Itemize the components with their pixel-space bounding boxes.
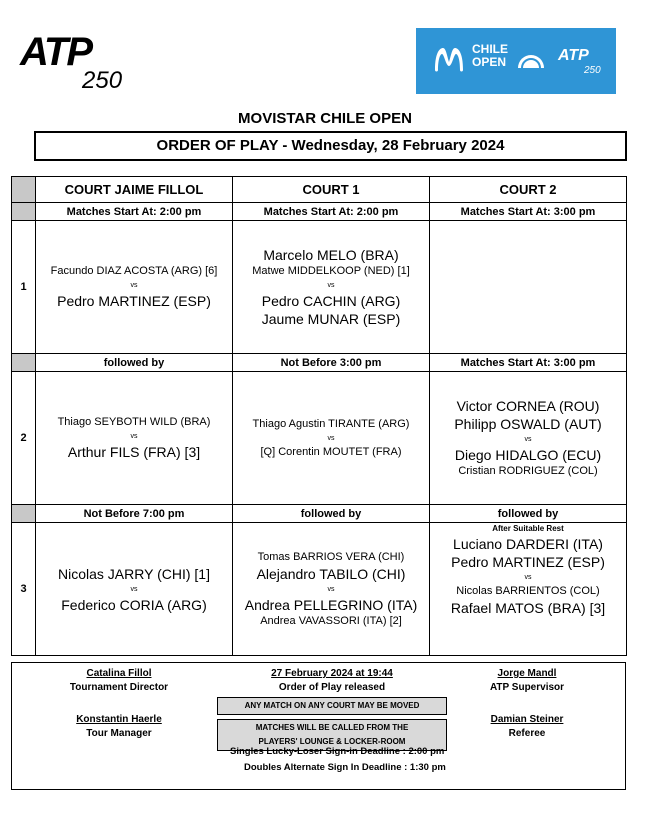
slot-label-row	[12, 354, 627, 372]
player-name: Nicolas BARRIENTOS (COL)	[456, 585, 600, 597]
slot-label: Matches Start At: 3:00 pm	[430, 354, 627, 372]
row-label-cell	[12, 203, 36, 221]
atp-250-logo	[20, 30, 170, 94]
row-label-cell	[12, 354, 36, 372]
player-name: Federico CORIA (ARG)	[61, 596, 207, 613]
player-name: Alejandro TABILO (CHI)	[256, 565, 406, 582]
player-name: Luciano DARDERI (ITA)	[453, 536, 603, 552]
official-name: Jorge Mandl	[497, 668, 557, 679]
official-role: Referee	[508, 728, 546, 739]
match-cell	[233, 372, 430, 505]
vs-label: vs	[130, 585, 138, 593]
vs-label: vs	[327, 585, 335, 593]
slot-label: Not Before 7:00 pm	[36, 505, 233, 523]
footer-right-column	[452, 667, 602, 741]
singles-deadline	[230, 746, 444, 757]
court-header: COURT 2	[430, 177, 627, 203]
player-name: [Q] Corentin MOUTET (FRA)	[260, 445, 402, 458]
match-cell	[233, 523, 430, 656]
deadline-label: Singles Lucky-Loser Sign-in Deadline :	[230, 746, 406, 757]
match-row	[12, 523, 627, 656]
player-name: Andrea PELLEGRINO (ITA)	[244, 596, 418, 613]
match-cell	[430, 372, 627, 505]
match-number: 2	[12, 372, 36, 505]
player-name: Pedro MARTINEZ (ESP)	[57, 293, 211, 309]
slot-label: followed by	[36, 354, 233, 372]
footer-left-column	[34, 667, 204, 741]
slot-label: Not Before 3:00 pm	[233, 354, 430, 372]
match-cell	[36, 523, 233, 656]
start-time-row	[12, 203, 627, 221]
player-name: Pedro CACHIN (ARG)	[261, 293, 401, 309]
player-name: Matwe MIDDELKOOP (NED) [1]	[252, 265, 410, 277]
corner-cell	[12, 177, 36, 203]
match-number: 3	[12, 523, 36, 656]
court-header-row	[12, 177, 627, 203]
deadline-label: Doubles Alternate Sign In Deadline :	[244, 762, 408, 773]
deadline-time: 1:30 pm	[409, 762, 446, 773]
player-name: Facundo DIAZ ACOSTA (ARG) [6]	[50, 265, 218, 277]
official-role: ATP Supervisor	[489, 682, 565, 693]
atp-logo-number: 250	[82, 67, 123, 94]
official-role: Tour Manager	[86, 728, 152, 739]
official-name: Konstantin Haerle	[76, 714, 162, 725]
player-name: Marcelo MELO (BRA)	[263, 247, 399, 263]
player-name: Diego HIDALGO (ECU)	[454, 447, 602, 463]
vs-label: vs	[327, 434, 335, 442]
match-cell	[36, 372, 233, 505]
order-of-play-title: ORDER OF PLAY - Wednesday, 28 February 2024	[34, 131, 627, 161]
player-name: Andrea VAVASSORI (ITA) [2]	[260, 614, 402, 627]
match-cell	[36, 221, 233, 354]
release-timestamp: 27 February 2024 at 19:44	[271, 668, 393, 679]
sponsor-atp-number: 250	[584, 65, 601, 76]
release-label: Order of Play released	[278, 682, 386, 693]
atp-logo-mark: ATP	[20, 30, 92, 74]
event-title: MOVISTAR CHILE OPEN	[238, 110, 412, 127]
chile-open-wordmark: CHILE OPEN	[472, 42, 508, 69]
player-name: Thiago SEYBOTH WILD (BRA)	[57, 416, 211, 428]
notice-line: PLAYERS' LOUNGE & LOCKER-ROOM	[258, 737, 406, 746]
player-name: Jaume MUNAR (ESP)	[261, 311, 401, 327]
notice-line: MATCHES WILL BE CALLED FROM THE	[255, 723, 409, 732]
row-label-cell	[12, 505, 36, 523]
footer-officials	[11, 662, 626, 790]
player-name: Philipp OSWALD (AUT)	[454, 416, 602, 432]
slot-label: followed by	[233, 505, 430, 523]
vs-label: vs	[130, 433, 138, 440]
vs-label: vs	[524, 574, 532, 581]
court-header: COURT JAIME FILLOL	[36, 177, 233, 203]
deadline-time: 2:00 pm	[408, 746, 445, 757]
official-role: Tournament Director	[69, 682, 169, 693]
match-cell-empty	[430, 221, 627, 354]
doubles-deadline	[244, 762, 446, 773]
player-name: Thiago Agustin TIRANTE (ARG)	[252, 417, 410, 430]
vs-label: vs	[524, 436, 532, 443]
footer-center-column	[217, 667, 447, 751]
player-name: Arthur FILS (FRA) [3]	[67, 444, 201, 460]
sponsor-atp-mark: ATP	[558, 47, 589, 64]
player-name: Tomas BARRIOS VERA (CHI)	[257, 550, 405, 563]
movistar-m-icon	[432, 42, 466, 76]
match-number: 1	[12, 221, 36, 354]
slot-label: followed by	[430, 505, 627, 523]
match-row	[12, 372, 627, 505]
vs-label: vs	[130, 282, 138, 289]
tennis-ball-icon	[516, 50, 546, 70]
player-name: Nicolas JARRY (CHI) [1]	[58, 565, 210, 582]
court-header: COURT 1	[233, 177, 430, 203]
official-name: Catalina Fillol	[86, 668, 152, 679]
match-row	[12, 221, 627, 354]
vs-label: vs	[327, 282, 335, 289]
start-time: Matches Start At: 2:00 pm	[233, 203, 430, 221]
player-name: Victor CORNEA (ROU)	[456, 398, 600, 414]
after-rest-note: After Suitable Rest	[492, 524, 564, 533]
official-name: Damian Steiner	[490, 714, 564, 725]
slot-label-row	[12, 505, 627, 523]
start-time: Matches Start At: 2:00 pm	[36, 203, 233, 221]
schedule-table	[11, 176, 627, 656]
chile-open-logo	[416, 28, 616, 94]
match-cell	[233, 221, 430, 354]
player-name: Cristian RODRIGUEZ (COL)	[458, 465, 598, 477]
player-name: Pedro MARTINEZ (ESP)	[451, 554, 605, 570]
match-cell	[430, 523, 627, 656]
start-time: Matches Start At: 3:00 pm	[430, 203, 627, 221]
player-name: Rafael MATOS (BRA) [3]	[450, 600, 606, 616]
notice-any-match-moved: ANY MATCH ON ANY COURT MAY BE MOVED	[217, 697, 447, 715]
